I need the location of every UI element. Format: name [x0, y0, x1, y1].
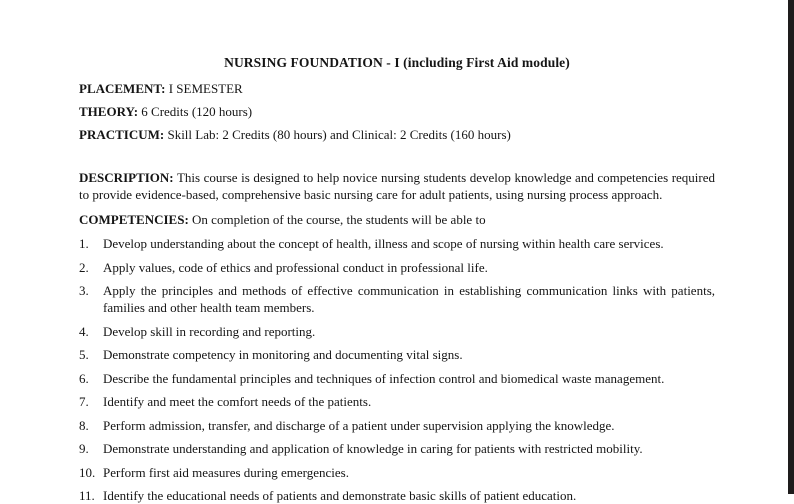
list-item	[79, 282, 715, 316]
list-item-text: Demonstrate competency in monitoring and documenting vital signs.	[103, 347, 463, 362]
competencies-intro	[79, 211, 715, 228]
list-item-text: Identify and meet the comfort needs of the patients.	[103, 394, 372, 409]
description-text: This course is designed to help novice nursing students develop knowledge and competencies required to provide evidence-based, comprehensive basic nursing care for adult patients, using nursing process approach.	[79, 170, 716, 202]
list-item-number: 6.	[79, 370, 89, 386]
list-item-text: Demonstrate understanding and application of knowledge in caring for patients with restricted mobility.	[103, 441, 643, 456]
list-item	[79, 487, 715, 504]
list-item-text: Develop understanding about the concept of health, illness and scope of nursing within health care services.	[103, 236, 664, 251]
list-item-number: 5.	[79, 347, 89, 362]
competencies-label: COMPETENCIES:	[79, 212, 189, 227]
theory-line	[79, 103, 715, 120]
list-item-text: Identify the educational needs of patients and demonstrate basic skills of patient education.	[103, 488, 577, 503]
practicum-line	[79, 126, 715, 143]
list-item	[79, 259, 715, 276]
list-item-number: 7.	[79, 394, 89, 409]
competencies-intro-text: On completion of the course, the students will be able to	[192, 212, 486, 227]
list-item	[79, 235, 715, 252]
description-label: DESCRIPTION:	[79, 170, 174, 185]
competencies-list	[79, 235, 715, 504]
list-item-number: 10.	[79, 464, 96, 480]
list-item-text: Develop skill in recording and reporting.	[103, 323, 316, 339]
theory-value: 6 Credits (120 hours)	[141, 104, 253, 119]
list-item-number: 9.	[79, 441, 89, 456]
window-edge-bar	[788, 0, 794, 494]
list-item	[79, 440, 715, 457]
list-item-number: 4.	[79, 323, 89, 339]
list-item	[79, 370, 715, 387]
list-item	[79, 417, 715, 434]
page-title: NURSING FOUNDATION - I (including First Aid module)	[224, 55, 570, 70]
placement-label: PLACEMENT:	[79, 81, 166, 96]
practicum-value: Skill Lab: 2 Credits (80 hours) and Clinical: 2 Credits (160 hours)	[167, 127, 511, 142]
practicum-label: PRACTICUM:	[79, 127, 165, 142]
list-item-number: 3.	[79, 283, 89, 298]
placement-line	[79, 80, 715, 97]
list-item-text: Apply the principles and methods of effective communication in establishing communication links with patients, families and other health team members.	[103, 283, 715, 315]
list-item	[79, 393, 715, 410]
list-item-number: 1.	[79, 236, 89, 251]
list-item-text: Perform admission, transfer, and discharge of a patient under supervision applying the knowledge.	[103, 417, 615, 433]
list-item-text: Apply values, code of ethics and professional conduct in professional life.	[103, 259, 488, 275]
theory-label: THEORY:	[79, 104, 139, 119]
list-item	[79, 323, 715, 340]
list-item-number: 11.	[79, 488, 95, 503]
list-item-text: Perform first aid measures during emergencies.	[103, 464, 349, 480]
placement-value: I SEMESTER	[168, 81, 243, 96]
list-item-number: 2.	[79, 259, 89, 275]
list-item	[79, 464, 715, 481]
list-item-number: 8.	[79, 417, 89, 433]
list-item-text: Describe the fundamental principles and techniques of infection control and biomedical waste management.	[103, 370, 665, 386]
description-paragraph	[79, 169, 715, 203]
list-item	[79, 346, 715, 363]
